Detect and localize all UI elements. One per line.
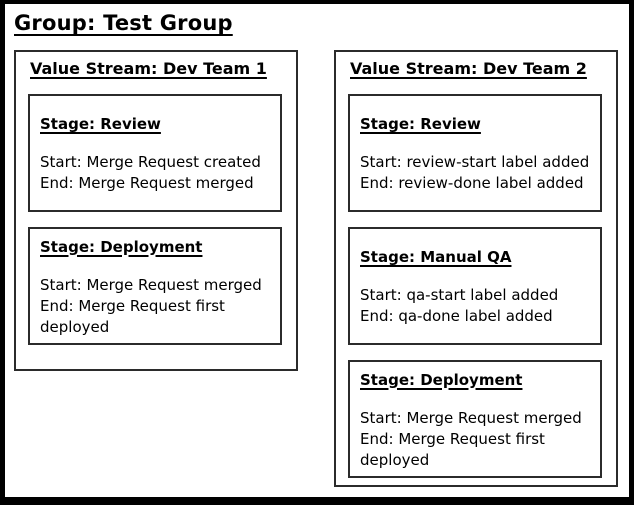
value-stream-box-dev-team-1 [14,50,298,371]
stage-events [360,408,594,471]
stage-start-event: Start: Merge Request merged [40,275,262,294]
stage-title: Stage: Review [40,115,161,133]
stage-end-event: End: Merge Request first deployed [40,296,225,336]
value-stream-title: Value Stream: Dev Team 2 [350,59,587,78]
stage-start-event: Start: qa-start label added [360,286,559,304]
value-stream-box-dev-team-2 [334,50,618,487]
stage-title: Stage: Deployment [360,370,523,389]
stage-start-event: Start: Merge Request created [40,153,261,171]
stage-end-event: End: Merge Request merged [40,174,254,192]
stage-events [40,152,274,194]
stage-title: Stage: Deployment [40,237,203,256]
stage-start-event: Start: Merge Request merged [360,408,582,427]
stage-events [360,152,594,194]
value-streams-container [14,50,620,487]
stage-end-event: End: Merge Request first deployed [360,429,545,469]
stage-events [40,275,274,338]
stage-events [360,285,594,327]
stage-start-event: Start: review-start label added [360,153,590,171]
stage-box-review [28,94,282,212]
stage-end-event: End: review-done label added [360,174,584,192]
stage-end-event: End: qa-done label added [360,307,553,325]
stage-box-review [348,94,602,212]
group-title: Group: Test Group [14,11,233,35]
stage-box-deployment [28,227,282,345]
stage-box-deployment [348,360,602,478]
stage-box-manual-qa [348,227,602,345]
stage-title: Stage: Review [360,115,481,133]
stage-title: Stage: Manual QA [360,248,512,266]
value-stream-title: Value Stream: Dev Team 1 [30,59,267,78]
